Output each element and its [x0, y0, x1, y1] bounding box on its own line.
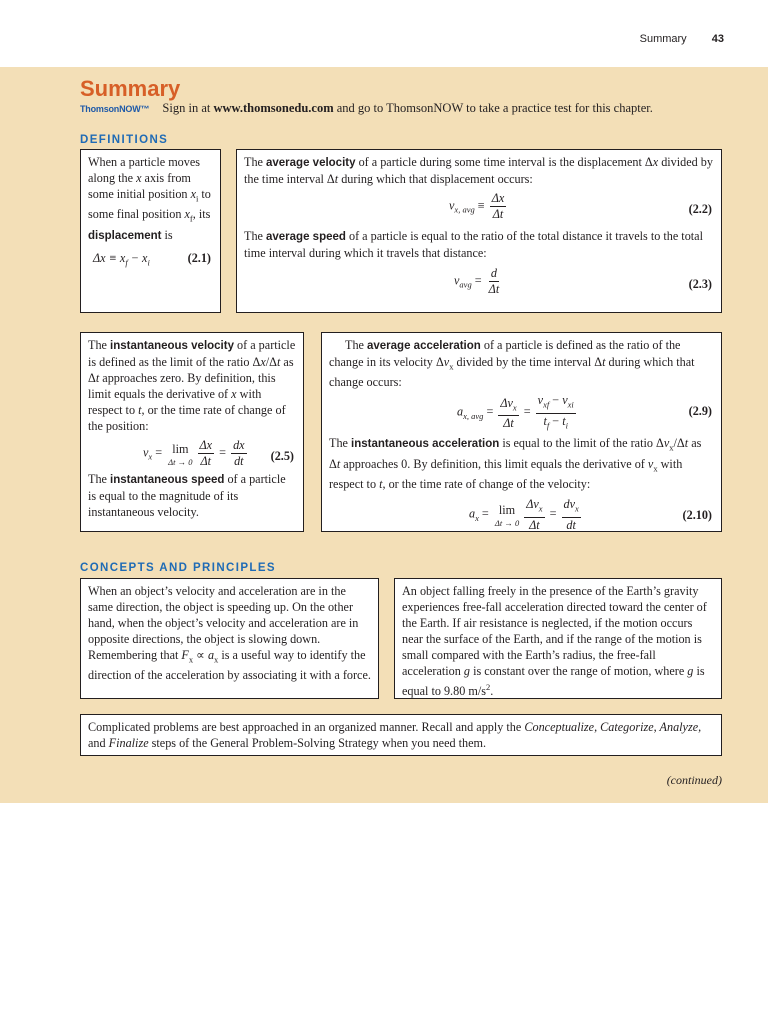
concept-velocity-acceleration-box — [80, 578, 379, 699]
displacement-text: When a particle moves along the x axis from some initial position $x_i$ to some final position $x_f$, its displacement is — [88, 155, 211, 242]
average-velocity-box — [236, 149, 722, 313]
running-header — [640, 33, 724, 45]
thomsonnow-line: ThomsonNOW™ Sign in at www.thomsonedu.com and go to ThomsonNOW to take a practice test for this chapter. — [80, 101, 653, 115]
equation-2-5: $v_x$ = lim Δt → 0 $\frac{\Delta x}{\Delta t}$ = $\frac{dx}{dt}$ (2.5) — [143, 438, 294, 468]
instantaneous-velocity-box — [80, 332, 304, 532]
definitions-heading: DEFINITIONS — [80, 134, 169, 146]
summary-title: Summary — [80, 76, 181, 101]
equation-2-9: $a_{x, avg}$ = $\frac{\Delta v_x}{\Delta t}$ = $\frac{v_{xf} - v_{xi}}{t_f - t_i}$ (2.9) — [457, 393, 712, 431]
page-number: 43 — [711, 33, 724, 45]
average-acceleration-box — [321, 332, 722, 532]
running-header-section: Summary — [639, 33, 687, 45]
concept-free-fall-text: An object falling freely in the presence of the Earth’s gravity experiences free-fall acceleration directed toward the center of the Earth. If air resistance is neglected, if the motion occurs near the surface of the Earth, and if the range of the motion is small compared with the Earth’s radius, the free-fall acceleration g is constant over the range of motion, where g is equal to 9.80 $m/s^2$. — [402, 584, 707, 699]
average-speed-text: The average speed of a particle is equal to the ratio of the total distance it travels to the total time interval during which it travels that distance: — [244, 229, 703, 260]
equation-2-10: $a_x$ = lim Δt → 0 $\frac{\Delta v_x}{\Delta t}$ = $\frac{dv_x}{dt}$ (2.10) — [469, 497, 712, 532]
equation-2-1: $\Delta x \equiv x_f - x_i$ (2.1) — [93, 250, 211, 268]
concept-problem-solving-box — [80, 714, 722, 756]
instantaneous-acceleration-text: The instantaneous acceleration is equal to the limit of the ratio $\Delta v_x/\Delta t$ as Δt approaches 0. By definition, this limit equals the derivative of $v_x$ with respect to t, or the time rate of change of the velocity: — [329, 436, 702, 492]
average-velocity-text: The average velocity of a particle during some time interval is the displacement Δx divided by the time interval Δt during which that displacement occurs: — [244, 155, 713, 186]
concepts-heading: CONCEPTS AND PRINCIPLES — [80, 562, 276, 574]
thomsonnow-logo: ThomsonNOW™ — [80, 104, 150, 114]
concept-problem-solving-text: Complicated problems are best approached in an organized manner. Recall and apply the Conceptualize, Categorize, Analyze, and Finalize steps of the General Problem-Solving Strategy when you need them. — [88, 720, 702, 750]
thomsonedu-link[interactable]: www.thomsonedu.com — [213, 101, 334, 115]
instantaneous-speed-text: The instantaneous speed of a particle is equal to the magnitude of its instantaneous velocity. — [88, 472, 286, 519]
instantaneous-velocity-text: The instantaneous velocity of a particle is defined as the limit of the ratio Δx/Δt as Δt approaches zero. By definition, this limit equals the derivative of x with respect to t, or the time rate of change of the position: — [88, 338, 296, 433]
displacement-box — [80, 149, 221, 313]
equation-2-3: $v_{avg}$ = $\frac{d}{\Delta t}$ (2.3) — [454, 266, 712, 296]
concept-velocity-acceleration-text: When an object’s velocity and acceleration are in the same direction, the object is speeding up. On the other hand, when the object’s velocity and acceleration are in opposite directions, the object is slowing down. Remembering that $F_x \propto a_x$ is a useful way to identify the direction of the acceleration by associating it with a force. — [88, 584, 371, 683]
continued-note: (continued) — [666, 773, 722, 787]
concept-free-fall-box — [394, 578, 722, 699]
equation-2-2: $v_{x, avg}$ ≡ $\frac{\Delta x}{\Delta t}$ (2.2) — [449, 191, 712, 221]
average-acceleration-text: The average acceleration of a particle is defined as the ratio of the change in its velocity $\Delta v_x$ divided by the time interval Δt during which that change occurs: — [329, 338, 695, 390]
